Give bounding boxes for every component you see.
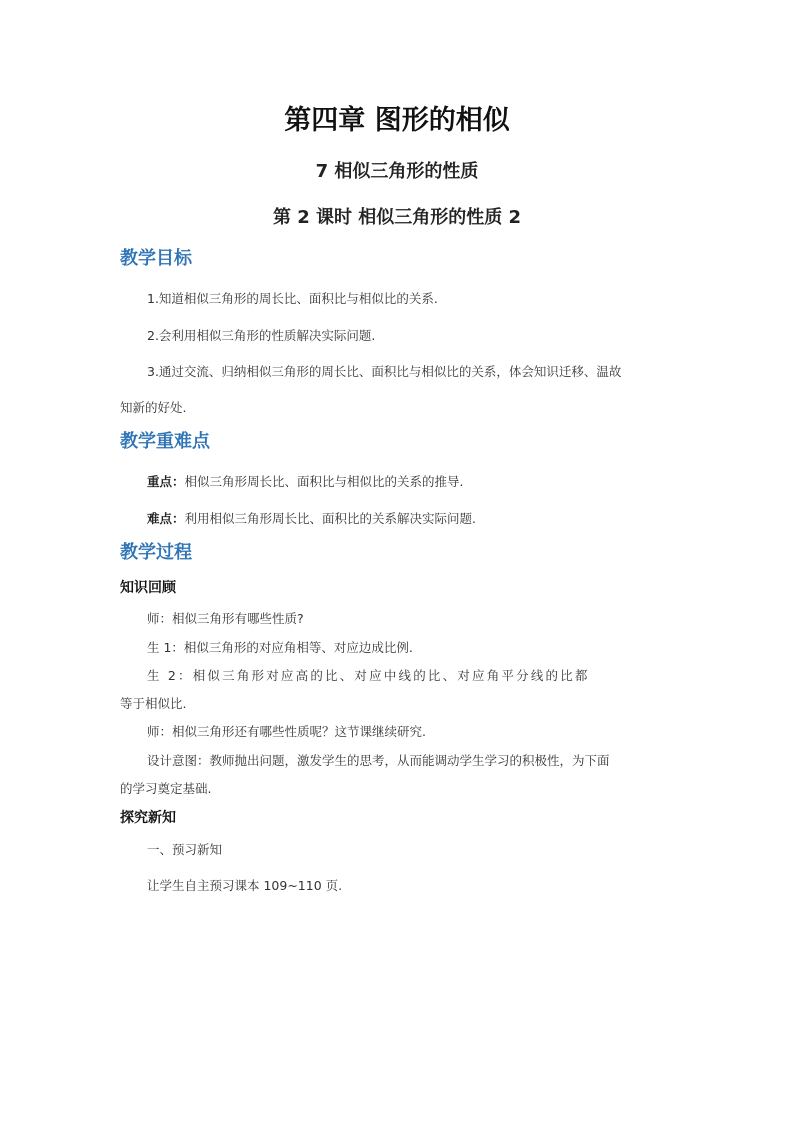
key-point-label: 重点： (147, 474, 185, 489)
lesson-title: 第 2 课时 相似三角形的性质 2 (272, 207, 522, 228)
review-line-6: 设计意图：教师抛出问题，激发学生的思考，从而能调动学生学习的积极性，为下面 (147, 753, 610, 768)
chapter-title: 第四章 图形的相似 (284, 105, 510, 136)
objectives-heading: 教学目标 (120, 248, 192, 269)
review-line-3: 生 2：相似三角形对应高的比、对应中线的比、对应角平分线的比都 (147, 668, 590, 683)
explore-line-2: 让学生自主预习课本 109~110 页. (147, 878, 343, 893)
objective-item-3-line-1: 3.通过交流、归纳相似三角形的周长比、面积比与相似比的关系，体会知识迁移、温故 (147, 364, 622, 379)
objective-item-3-line-2: 知新的好处. (120, 400, 187, 415)
review-line-5: 师：相似三角形还有哪些性质呢？这节课继续研究. (147, 724, 426, 739)
objective-item-1: 1.知道相似三角形的周长比、面积比与相似比的关系. (147, 291, 438, 306)
explore-line-1: 一、预习新知 (147, 842, 223, 857)
difficulty-line (147, 509, 476, 527)
review-heading: 知识回顾 (120, 580, 176, 596)
review-line-1: 师：相似三角形有哪些性质? (147, 611, 304, 626)
objective-item-2: 2.会利用相似三角形的性质解决实际问题. (147, 328, 376, 343)
key-points-heading: 教学重难点 (120, 431, 210, 452)
difficulty-text: 利用相似三角形周长比、面积比的关系解决实际问题. (184, 511, 476, 526)
key-point-line (147, 472, 464, 490)
review-line-2: 生 1：相似三角形的对应角相等、对应边成比例. (147, 640, 413, 655)
difficulty-label: 难点： (147, 511, 185, 526)
key-point-text: 相似三角形周长比、面积比与相似比的关系的推导. (184, 474, 464, 489)
review-line-4: 等于相似比. (120, 696, 187, 711)
process-heading: 教学过程 (120, 542, 192, 563)
section-title: 7 相似三角形的性质 (315, 161, 479, 182)
review-line-7: 的学习奠定基础. (120, 781, 212, 796)
explore-heading: 探究新知 (120, 810, 176, 826)
